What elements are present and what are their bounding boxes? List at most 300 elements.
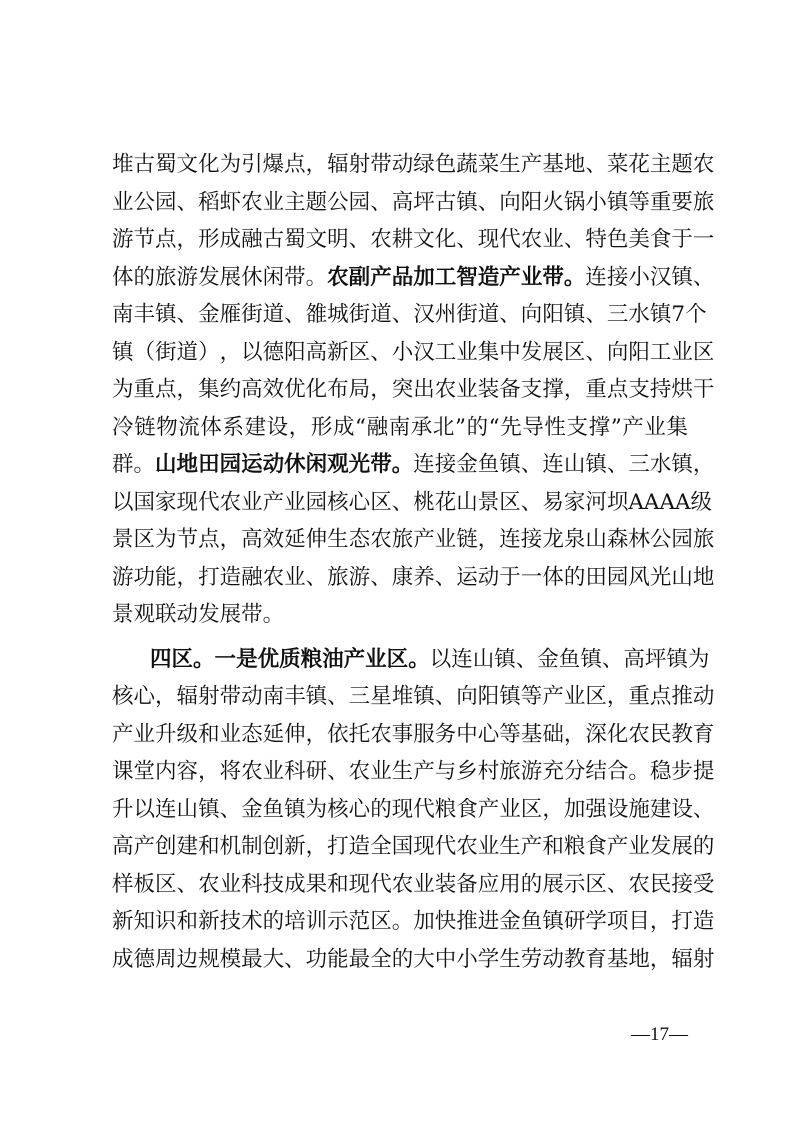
text-line (112, 334, 715, 372)
text-char: 花 (628, 152, 650, 177)
text-char: 地 (563, 152, 586, 177)
text-char: 特 (585, 227, 607, 252)
text-char: 和 (327, 871, 349, 897)
text-char: ， (692, 452, 715, 477)
text-char: 科 (284, 759, 306, 784)
text-char: 应 (477, 871, 500, 897)
text-char: 容 (176, 759, 199, 784)
bold-heading-char: 田 (198, 452, 220, 477)
text-char: 为 (112, 377, 134, 402)
text-char: 公 (649, 527, 672, 552)
text-char: 发 (520, 339, 543, 365)
text-char: 业 (671, 339, 693, 365)
text-char: 家 (155, 489, 177, 515)
text-char: 阳 (520, 189, 543, 215)
text-char: 建 (176, 834, 199, 859)
text-char: 融 (241, 564, 263, 590)
text-char: 水 (649, 452, 672, 477)
text-char: 农 (692, 152, 715, 177)
text-char: ” (454, 414, 466, 440)
text-char: 、 (563, 227, 586, 252)
text-char: 游 (112, 227, 134, 252)
text-char: 点 (649, 684, 672, 709)
text-char: 产 (133, 834, 156, 859)
text-char: 将 (219, 759, 242, 784)
text-line (112, 791, 715, 829)
text-char: 融 (241, 227, 263, 252)
text-char: 撑 (542, 377, 564, 402)
text-char: ， (305, 721, 328, 747)
text-char: 地 (692, 564, 715, 590)
text-char: 向 (606, 339, 629, 365)
text-char: ， (370, 377, 392, 402)
text-char: 坝 (606, 489, 629, 515)
text-char: 联 (155, 602, 177, 627)
text-char: 金 (241, 796, 263, 822)
text-char: 南 (112, 302, 134, 327)
text-char: 农 (198, 871, 220, 897)
text-char: 中 (499, 339, 521, 365)
text-char: 区 (133, 527, 156, 552)
text-char: 带 (241, 602, 263, 627)
text-char: 连 (451, 646, 473, 672)
text-char: 山 (456, 489, 478, 515)
text-char: （ (133, 339, 156, 365)
text-char: 态 (348, 527, 371, 552)
text-char: 链 (134, 414, 156, 440)
text-char: 群 (112, 452, 134, 477)
text-char: 化 (305, 377, 328, 402)
text-char: 题 (305, 189, 328, 215)
text-char: 个 (685, 302, 707, 327)
text-char: 产 (112, 721, 134, 747)
text-char: 和 (542, 834, 564, 859)
text-char: 等 (628, 189, 650, 215)
text-char: 带 (284, 264, 306, 290)
text-char: 的 (133, 264, 156, 290)
text-char: 等 (499, 721, 521, 747)
text-char: 汉 (413, 339, 435, 365)
text-char: 城 (327, 302, 349, 327)
text-char: 学 (585, 909, 607, 934)
text-char: 规 (198, 946, 220, 972)
bold-heading-char: 运 (241, 452, 263, 477)
text-char: 大 (413, 946, 435, 972)
bold-heading-char: 园 (219, 452, 242, 477)
text-char: 业 (262, 759, 285, 784)
text-char: 民 (649, 871, 672, 897)
text-char: 。 (262, 602, 285, 627)
text-char: 效 (262, 377, 285, 402)
text-char: 射 (348, 152, 371, 177)
text-char: 打 (198, 564, 220, 590)
text-char: 主 (284, 189, 306, 215)
text-char: 产 (622, 414, 644, 440)
text-char: 点 (155, 377, 177, 402)
text-char: 用 (499, 871, 521, 897)
text-char: 现 (413, 834, 435, 859)
text-char: ， (305, 834, 328, 859)
text-char: 一 (520, 564, 543, 590)
text-char: 养 (413, 564, 435, 590)
text-char: 代 (413, 796, 435, 822)
text-char: 、 (692, 796, 715, 822)
text-char: 服 (413, 721, 435, 747)
text-char: 业 (133, 721, 156, 747)
page-number: —17— (631, 1024, 688, 1045)
text-char: 高 (391, 189, 414, 215)
text-char: 村 (477, 759, 500, 784)
text-char: 连 (413, 452, 435, 477)
text-char: 知 (133, 909, 156, 934)
text-char: 公 (133, 189, 156, 215)
text-char: 动 (692, 684, 715, 709)
text-char: 耕 (391, 227, 414, 252)
text-char: 科 (241, 871, 263, 897)
text-char: 、 (585, 152, 607, 177)
text-char: 课 (112, 759, 134, 784)
text-line (112, 828, 715, 866)
text-char: 创 (262, 834, 285, 859)
text-char: 。 (628, 759, 650, 784)
bold-heading-char: 。 (408, 646, 430, 672)
bold-heading-char: 一 (214, 646, 237, 672)
text-char: 镇 (198, 796, 220, 822)
text-char: 大 (262, 946, 285, 972)
text-char: 德 (262, 339, 285, 365)
text-char: 高 (112, 834, 134, 859)
text-char: 粮 (563, 834, 586, 859)
text-char: 与 (434, 759, 457, 784)
text-char: 地 (628, 946, 650, 972)
text-char: 制 (241, 834, 263, 859)
text-line (112, 221, 715, 259)
text-char: 造 (219, 564, 242, 590)
text-char: ， (305, 152, 328, 177)
text-char: 于 (499, 564, 521, 590)
text-char: 接 (671, 871, 693, 897)
text-char: 丰 (284, 684, 306, 709)
text-char: 州 (434, 302, 457, 327)
text-char: 技 (262, 871, 285, 897)
text-char: 动 (391, 152, 414, 177)
text-char: 为 (305, 796, 328, 822)
text-char: 系 (222, 414, 244, 440)
text-char: 美 (628, 227, 650, 252)
bold-heading-char: 业 (520, 264, 543, 290)
text-char: 色 (606, 227, 629, 252)
text-char: 发 (649, 834, 672, 859)
text-char: 核 (112, 684, 134, 709)
text-char: 现 (477, 227, 500, 252)
text-char: 街 (241, 302, 263, 327)
text-char: 高 (623, 646, 645, 672)
text-char: 周 (155, 946, 177, 972)
text-char: 道 (262, 302, 285, 327)
text-char: 虾 (219, 189, 242, 215)
text-char: 三 (628, 452, 650, 477)
text-char: 产 (520, 834, 543, 859)
text-char: 古 (262, 227, 285, 252)
bold-heading-char: 山 (155, 452, 177, 477)
text-char: ， (155, 684, 177, 709)
text-line (112, 446, 715, 484)
text-char: 带 (370, 152, 392, 177)
text-char: 国 (391, 834, 414, 859)
bold-heading-char: 。 (563, 264, 586, 290)
bold-heading-char: 四 (150, 646, 172, 672)
text-char: ， (477, 527, 500, 552)
text-char: “ (355, 414, 367, 440)
text-char: 镇 (649, 302, 672, 327)
text-line (112, 184, 715, 222)
text-char: 鱼 (262, 796, 285, 822)
text-char: ， (606, 684, 629, 709)
text-char: 于 (671, 227, 693, 252)
text-char: 性 (544, 414, 566, 440)
text-char: 展 (671, 834, 693, 859)
text-char: 镇 (305, 684, 328, 709)
text-char: 带 (219, 684, 242, 709)
text-char: 以 (241, 339, 263, 365)
text-char: 备 (499, 377, 521, 402)
text-char: 农 (241, 189, 263, 215)
text-char: 节 (176, 527, 199, 552)
text-char: 北 (432, 414, 455, 440)
text-char: 镇 (585, 452, 607, 477)
text-char: 最 (348, 946, 371, 972)
text-char: 为 (155, 527, 177, 552)
text-char: 题 (671, 152, 693, 177)
text-char: 国 (133, 489, 156, 515)
text-char: 工 (649, 339, 672, 365)
text-char: 升 (112, 796, 134, 822)
text-char: 蔬 (456, 152, 478, 177)
text-char: 汉 (649, 264, 672, 290)
text-line (112, 903, 715, 941)
text-char: 成 (284, 871, 306, 897)
text-char: 业 (284, 564, 306, 590)
text-char: 南 (262, 684, 285, 709)
text-char: 休 (241, 264, 263, 290)
text-line (112, 866, 715, 904)
text-char: 快 (434, 909, 457, 934)
text-char: 、 (456, 227, 478, 252)
text-char: 山 (563, 452, 586, 477)
text-char: 、 (520, 489, 543, 515)
text-char: 金 (537, 646, 559, 672)
text-char: 康 (391, 564, 414, 590)
bold-heading-char: 优 (257, 646, 280, 672)
text-char: 旅 (692, 527, 715, 552)
text-char: 样 (112, 871, 134, 897)
text-char: 加 (413, 909, 435, 934)
bold-heading-char: 产 (343, 646, 366, 672)
bold-heading-char: 光 (348, 452, 371, 477)
text-char: 坪 (644, 646, 667, 672)
text-char: 向 (520, 302, 543, 327)
text-char: 和 (198, 834, 220, 859)
text-char: 训 (305, 909, 328, 934)
text-char: 动 (477, 564, 500, 590)
text-char: 业 (644, 414, 666, 440)
text-char: 、 (370, 189, 392, 215)
text-char: 农 (520, 227, 543, 252)
text-char: 冷 (112, 414, 134, 440)
text-char: 业 (628, 834, 650, 859)
text-char: 教 (563, 946, 586, 972)
bold-heading-char: 加 (413, 264, 435, 290)
text-char: 星 (370, 684, 392, 709)
text-char: 备 (456, 871, 478, 897)
text-char: 游 (520, 759, 543, 784)
bold-heading-char: 带 (542, 264, 564, 290)
text-char: 接 (606, 264, 629, 290)
text-char: 新 (198, 909, 220, 934)
text-char: 展 (542, 871, 564, 897)
text-char: 汉 (413, 302, 435, 327)
text-char: 镇 (112, 339, 134, 365)
text-char: 延 (262, 721, 285, 747)
text-char: 生 (499, 152, 521, 177)
text-char: 功 (133, 564, 156, 590)
text-char: A (643, 489, 660, 515)
text-char: 化 (606, 721, 629, 747)
text-char: 农 (628, 871, 650, 897)
text-char: 全 (370, 834, 392, 859)
text-char: 一 (692, 227, 715, 252)
text-char: 支 (628, 377, 650, 402)
text-char: 出 (413, 377, 435, 402)
text-char: 现 (176, 489, 199, 515)
text-char: 射 (692, 946, 715, 972)
text-char: 镇 (456, 189, 478, 215)
text-char: 心 (348, 489, 371, 515)
text-char: 伸 (284, 721, 306, 747)
text-char: 持 (649, 377, 672, 402)
text-char: 业 (219, 871, 242, 897)
text-char: 阳 (628, 339, 650, 365)
text-line (112, 559, 715, 597)
text-char: 业 (413, 871, 435, 897)
text-char: “ (488, 414, 500, 440)
text-char: 优 (284, 377, 306, 402)
text-char: 三 (348, 684, 371, 709)
text-char: 生 (391, 759, 414, 784)
text-char: 菜 (477, 152, 500, 177)
text-char: 区 (348, 339, 371, 365)
text-char: 乡 (456, 759, 478, 784)
text-char: 旅 (327, 564, 349, 590)
text-char: 明 (327, 227, 349, 252)
text-char: 坪 (413, 189, 435, 215)
bold-heading-char: 观 (327, 452, 349, 477)
text-char: 镇 (155, 302, 177, 327)
text-char: 、 (284, 946, 306, 972)
text-char: 旅 (499, 759, 521, 784)
text-char: 目 (628, 909, 650, 934)
text-char: 街 (348, 302, 371, 327)
text-char: 。 (133, 452, 156, 477)
text-line (112, 484, 713, 522)
text-char: 的 (370, 796, 392, 822)
text-char: 镇 (284, 796, 306, 822)
text-char: 产 (413, 759, 435, 784)
text-char: 绿 (413, 152, 435, 177)
text-char: 阳 (477, 684, 500, 709)
bold-heading-char: 品 (391, 264, 414, 290)
text-char: 林 (628, 527, 650, 552)
text-char: 造 (348, 834, 371, 859)
text-char: 、 (515, 646, 538, 672)
text-char: 导 (522, 414, 544, 440)
bold-heading-char: 智 (456, 264, 478, 290)
text-char: 态 (241, 721, 263, 747)
text-char: 最 (241, 946, 263, 972)
text-char: 推 (671, 684, 693, 709)
text-char: 主 (649, 152, 672, 177)
text-char: 山 (671, 564, 693, 590)
text-char: 深 (585, 721, 607, 747)
text-char: 向 (499, 189, 521, 215)
text-char: 景 (477, 489, 500, 515)
text-char: 道 (370, 302, 392, 327)
text-char: 火 (542, 189, 564, 215)
text-char: ， (219, 527, 242, 552)
text-char: 心 (348, 796, 371, 822)
text-char: 点 (198, 527, 220, 552)
text-char: 干 (692, 377, 715, 402)
text-line (112, 753, 715, 791)
text-char: 文 (413, 227, 435, 252)
text-char: 辐 (671, 946, 693, 972)
text-char: ， (219, 339, 242, 365)
text-char: 、 (585, 339, 607, 365)
text-char: 街 (155, 339, 177, 365)
text-char: 街 (456, 302, 478, 327)
text-char: 龙 (542, 527, 564, 552)
text-char: 支 (566, 414, 589, 440)
text-char: 的 (391, 946, 414, 972)
text-char: 蜀 (284, 227, 306, 252)
text-char: 效 (262, 527, 285, 552)
text-char: 稳 (649, 759, 672, 784)
text-char: 鱼 (520, 909, 543, 934)
text-char: 撑 (588, 414, 611, 440)
text-char: 托 (348, 721, 371, 747)
text-char: 菜 (606, 152, 629, 177)
text-char: 区 (563, 339, 586, 365)
text-char: 雒 (305, 302, 328, 327)
text-char: 向 (456, 684, 478, 709)
body-text (112, 146, 715, 978)
text-char: 动 (542, 946, 564, 972)
text-char: 础 (542, 721, 564, 747)
text-char: ， (176, 227, 199, 252)
text-char: 重 (649, 189, 672, 215)
text-char: 动 (176, 602, 199, 627)
text-char: 延 (284, 527, 306, 552)
text-char: 产 (262, 489, 285, 515)
text-char: 体 (200, 414, 222, 440)
text-char: 、 (477, 189, 500, 215)
text-char: 闲 (262, 264, 285, 290)
text-char: 提 (692, 759, 715, 784)
text-char: 德 (133, 946, 156, 972)
text-char: 田 (585, 564, 607, 590)
text-char: 果 (305, 871, 328, 897)
text-char: 金 (456, 452, 478, 477)
